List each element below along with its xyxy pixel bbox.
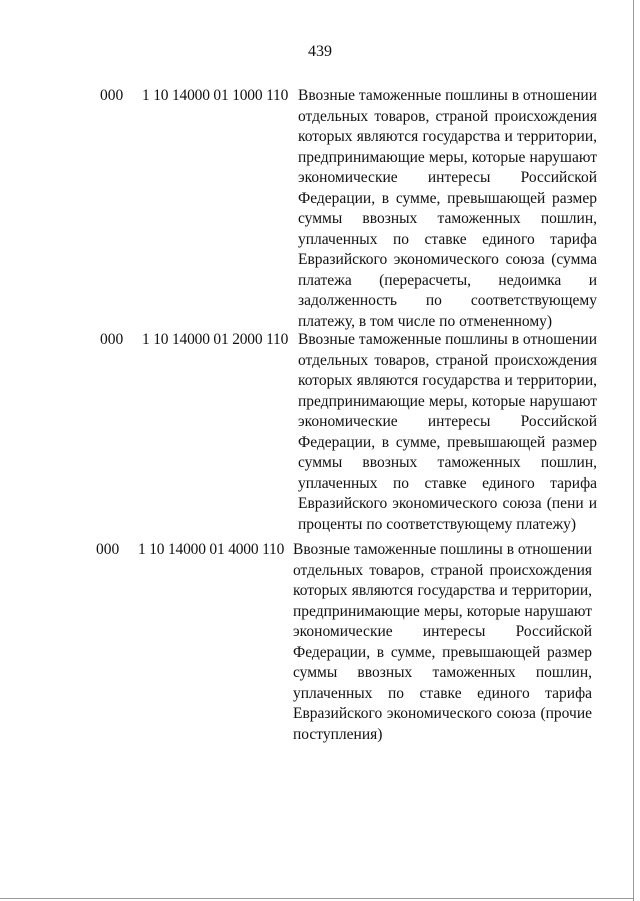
budget-classification-code: 1 10 14000 01 4000 110 <box>138 541 285 558</box>
scan-edge-bottom <box>0 898 634 899</box>
scan-edge-right <box>633 0 634 901</box>
admin-code: 000 <box>96 541 120 558</box>
income-description: Ввозные таможенные пошлины в отношении отдельных товаров, страной происхождения которых являются государства и территории, предпринимающие меры, которые нарушают экономические интересы Российской Федерации, в сумме, превышающей размер суммы ввозных таможенных пошлин, уплаченных по ставке единого тарифа Евразийского экономического союза (пени и проценты по соответствующему платежу) <box>298 331 597 533</box>
income-description: Ввозные таможенные пошлины в отношении отдельных товаров, страной происхождения которых являются государства и территории, предпринимающие меры, которые нарушают экономические интересы Российской Федерации, в сумме, превышающей размер суммы ввозных таможенных пошлин, уплаченных по ставке единого тарифа Евразийского экономического союза (сумма платежа (перерасчеты, недоимка и задолженность по соответствующему платежу, в том числе по отмененному) <box>298 87 597 330</box>
income-description: Ввозные таможенные пошлины в отношении отдельных товаров, страной происхождения которых являются государства и территории, предпринимающие меры, которые нарушают экономические интересы Российской Федерации, в сумме, превышающей размер суммы ввозных таможенных пошлин, уплаченных по ставке единого тарифа Евразийского экономического союза (прочие поступления) <box>293 541 592 743</box>
budget-classification-code: 1 10 14000 01 1000 110 <box>142 87 289 104</box>
page-number: 439 <box>308 43 332 60</box>
admin-code: 000 <box>100 331 124 348</box>
admin-code: 000 <box>100 87 124 104</box>
budget-classification-code: 1 10 14000 01 2000 110 <box>142 331 289 348</box>
